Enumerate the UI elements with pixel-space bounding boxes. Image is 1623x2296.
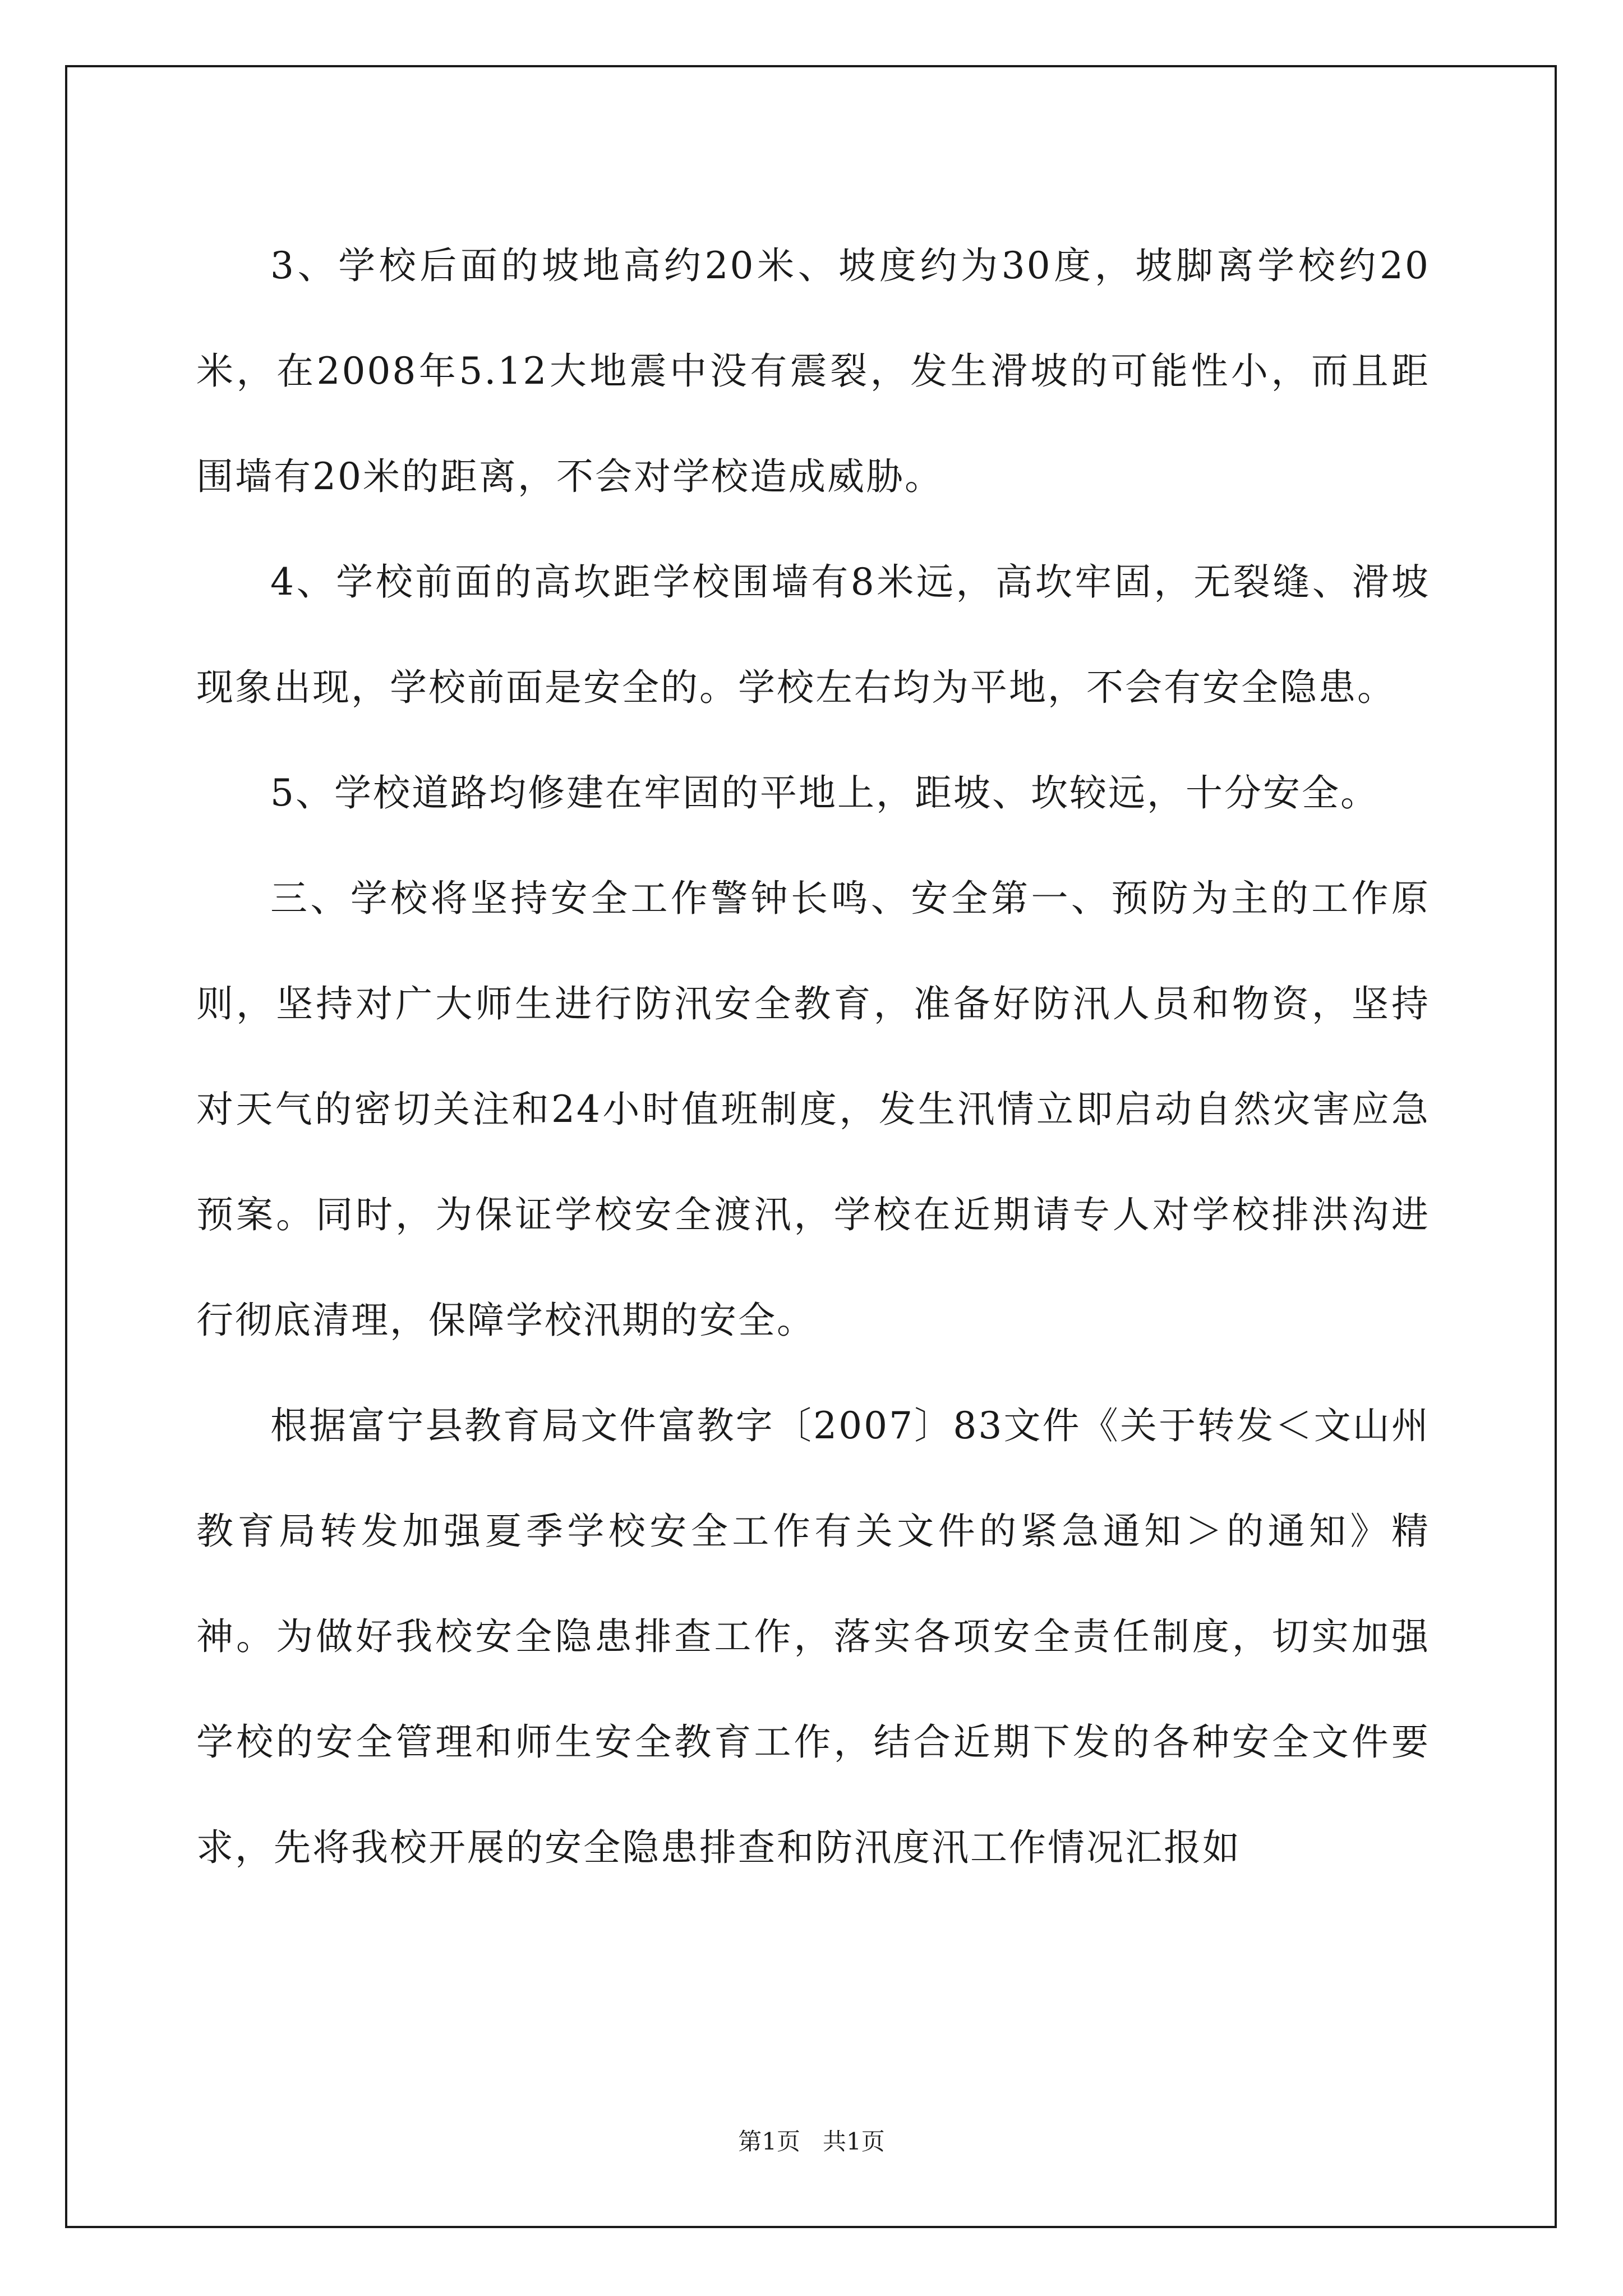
page-footer <box>0 2123 1623 2157</box>
page-total: 共1页 <box>823 2128 885 2155</box>
paragraph-section-three: 三、学校将坚持安全工作警钟长鸣、安全第一、预防为主的工作原则，坚持对广大师生进行防汛安全教育，准备好防汛人员和物资，坚持对天气的密切关注和24小时值班制度，发生汛情立即启动自然灾害应急预案。同时，为保证学校安全渡汛，学校在近期请专人对学校排洪沟进行彻底清理，保障学校汛期的安全。 <box>196 877 1430 1342</box>
paragraph-5: 5、学校道路均修建在牢固的平地上，距坡、坎较远，十分安全。 <box>270 771 1379 815</box>
paragraph-4: 4、学校前面的高坎距学校围墙有8米远，高坎牢固，无裂缝、滑坡现象出现，学校前面是安全的。学校左右均为平地，不会有安全隐患。 <box>196 560 1430 709</box>
document-body <box>196 213 1430 1901</box>
paragraph-report-intro: 根据富宁县教育局文件富教字〔2007〕83文件《关于转发＜文山州教育局转发加强夏季学校安全工作有关文件的紧急通知＞的通知》精神。为做好我校安全隐患排查工作，落实各项安全责任制度，切实加强学校的安全管理和师生安全教育工作，结合近期下发的各种安全文件要求，先将我校开展的安全隐患排查和防汛度汛工作情况汇报如 <box>196 1404 1430 1869</box>
page-number: 第1页 <box>738 2128 800 2155</box>
paragraph-3: 3、学校后面的坡地高约20米、坡度约为30度，坡脚离学校约20米，在2008年5.12大地震中没有震裂，发生滑坡的可能性小，而且距围墙有20米的距离，不会对学校造成威胁。 <box>196 244 1430 498</box>
